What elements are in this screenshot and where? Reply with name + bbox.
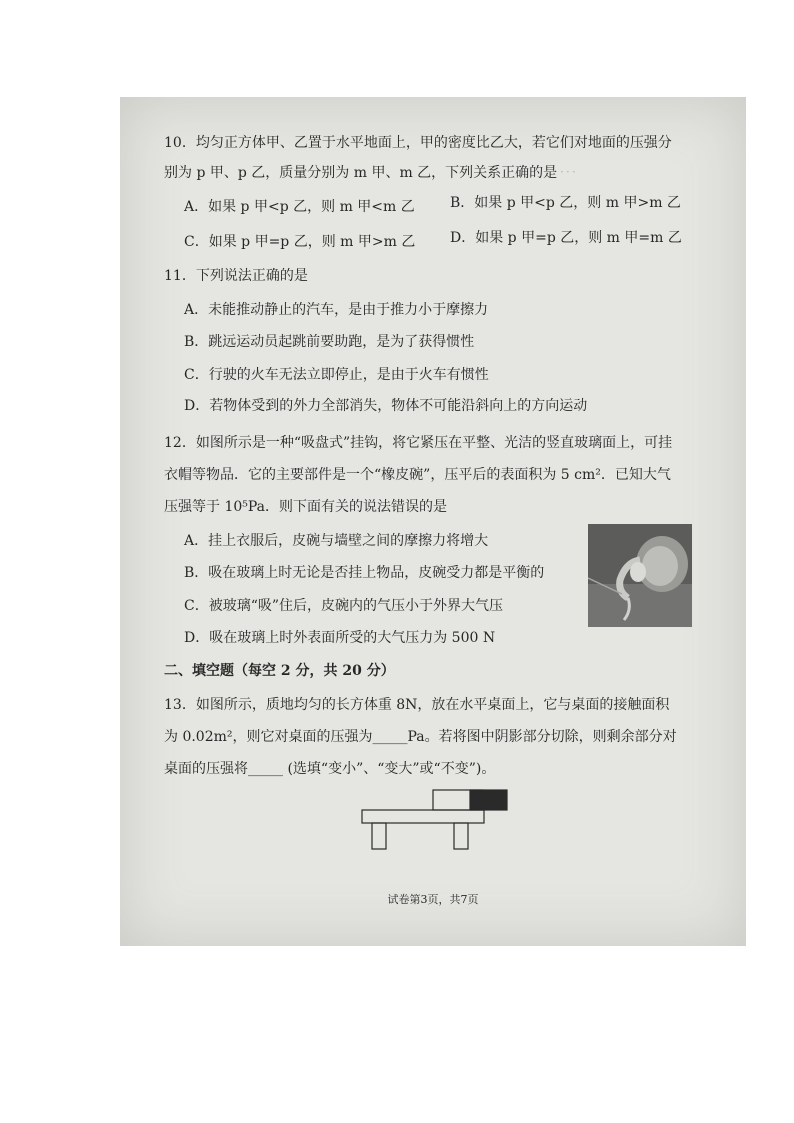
q13-stem-line1: 13．如图所示，质地均匀的长方体重 8N，放在水平桌面上，它与桌面的接触面积: [164, 697, 670, 713]
q11-option-d: D．若物体受到的外力全部消失，物体不可能沿斜向上的方向运动: [184, 398, 588, 414]
show-through-text: ．．．: [560, 161, 585, 175]
q12-stem-line2: 衣帽等物品．它的主要部件是一个“橡皮碗”，压平后的表面积为 5 cm²．已知大气: [164, 467, 671, 483]
q12-option-b: B．吸在玻璃上时无论是否挂上物品，皮碗受力都是平衡的: [184, 565, 545, 581]
q11-option-a: A．未能推动静止的汽车，是由于推力小于摩擦力: [184, 302, 489, 318]
q10-stem-line1: 10．均匀正方体甲、乙置于水平地面上，甲的密度比乙大，若它们对地面的压强分: [164, 135, 672, 151]
suction-hook-photo: [588, 524, 692, 627]
page-footer: 试卷第3页，共7页: [387, 893, 479, 906]
table-top: [362, 810, 484, 823]
q11-option-b: B．跳远运动员起跳前要助跑，是为了获得惯性: [184, 334, 475, 350]
table-leg-right: [454, 823, 468, 849]
q10-stem-line2: 别为 p 甲、p 乙，质量分别为 m 甲、m 乙，下列关系正确的是: [164, 165, 558, 181]
q11-stem: 11．下列说法正确的是: [164, 268, 308, 284]
suction-hook-icon: [588, 524, 692, 627]
table-leg-left: [372, 823, 386, 849]
q12-stem-line1: 12．如图所示是一种“吸盘式”挂钩，将它紧压在平整、光洁的竖直玻璃面上，可挂: [164, 435, 673, 451]
q13-stem-line3: 桌面的压强将_____ (选填“变小”、“变大”或“不变”)。: [164, 761, 496, 777]
q10-option-d: D．如果 p 甲=p 乙，则 m 甲=m 乙: [450, 230, 682, 246]
section-2-heading: 二、填空题（每空 2 分，共 20 分）: [164, 663, 395, 679]
q12-stem-line3: 压强等于 10⁵Pa．则下面有关的说法错误的是: [164, 499, 448, 515]
q10-option-b: B．如果 p 甲<p 乙，则 m 甲>m 乙: [450, 195, 681, 211]
q10-option-a: A．如果 p 甲<p 乙，则 m 甲<m 乙: [184, 199, 415, 215]
q12-option-a: A．挂上衣服后，皮碗与墙壁之间的摩擦力将增大: [184, 533, 489, 549]
block-shaded-part: [470, 790, 507, 810]
exam-page: [120, 97, 746, 946]
q10-option-c: C．如果 p 甲=p 乙，则 m 甲>m 乙: [184, 234, 416, 250]
q13-stem-line2: 为 0.02m²，则它对桌面的压强为_____Pa。若将图中阴影部分切除，则剩余部分对: [164, 729, 677, 745]
q12-option-d: D．吸在玻璃上时外表面所受的大气压力为 500 N: [184, 630, 496, 646]
table-block-diagram: [356, 787, 512, 857]
q12-option-c: C．被玻璃“吸”住后，皮碗内的气压小于外界大气压: [184, 598, 504, 614]
q11-option-c: C．行驶的火车无法立即停止，是由于火车有惯性: [184, 367, 489, 383]
